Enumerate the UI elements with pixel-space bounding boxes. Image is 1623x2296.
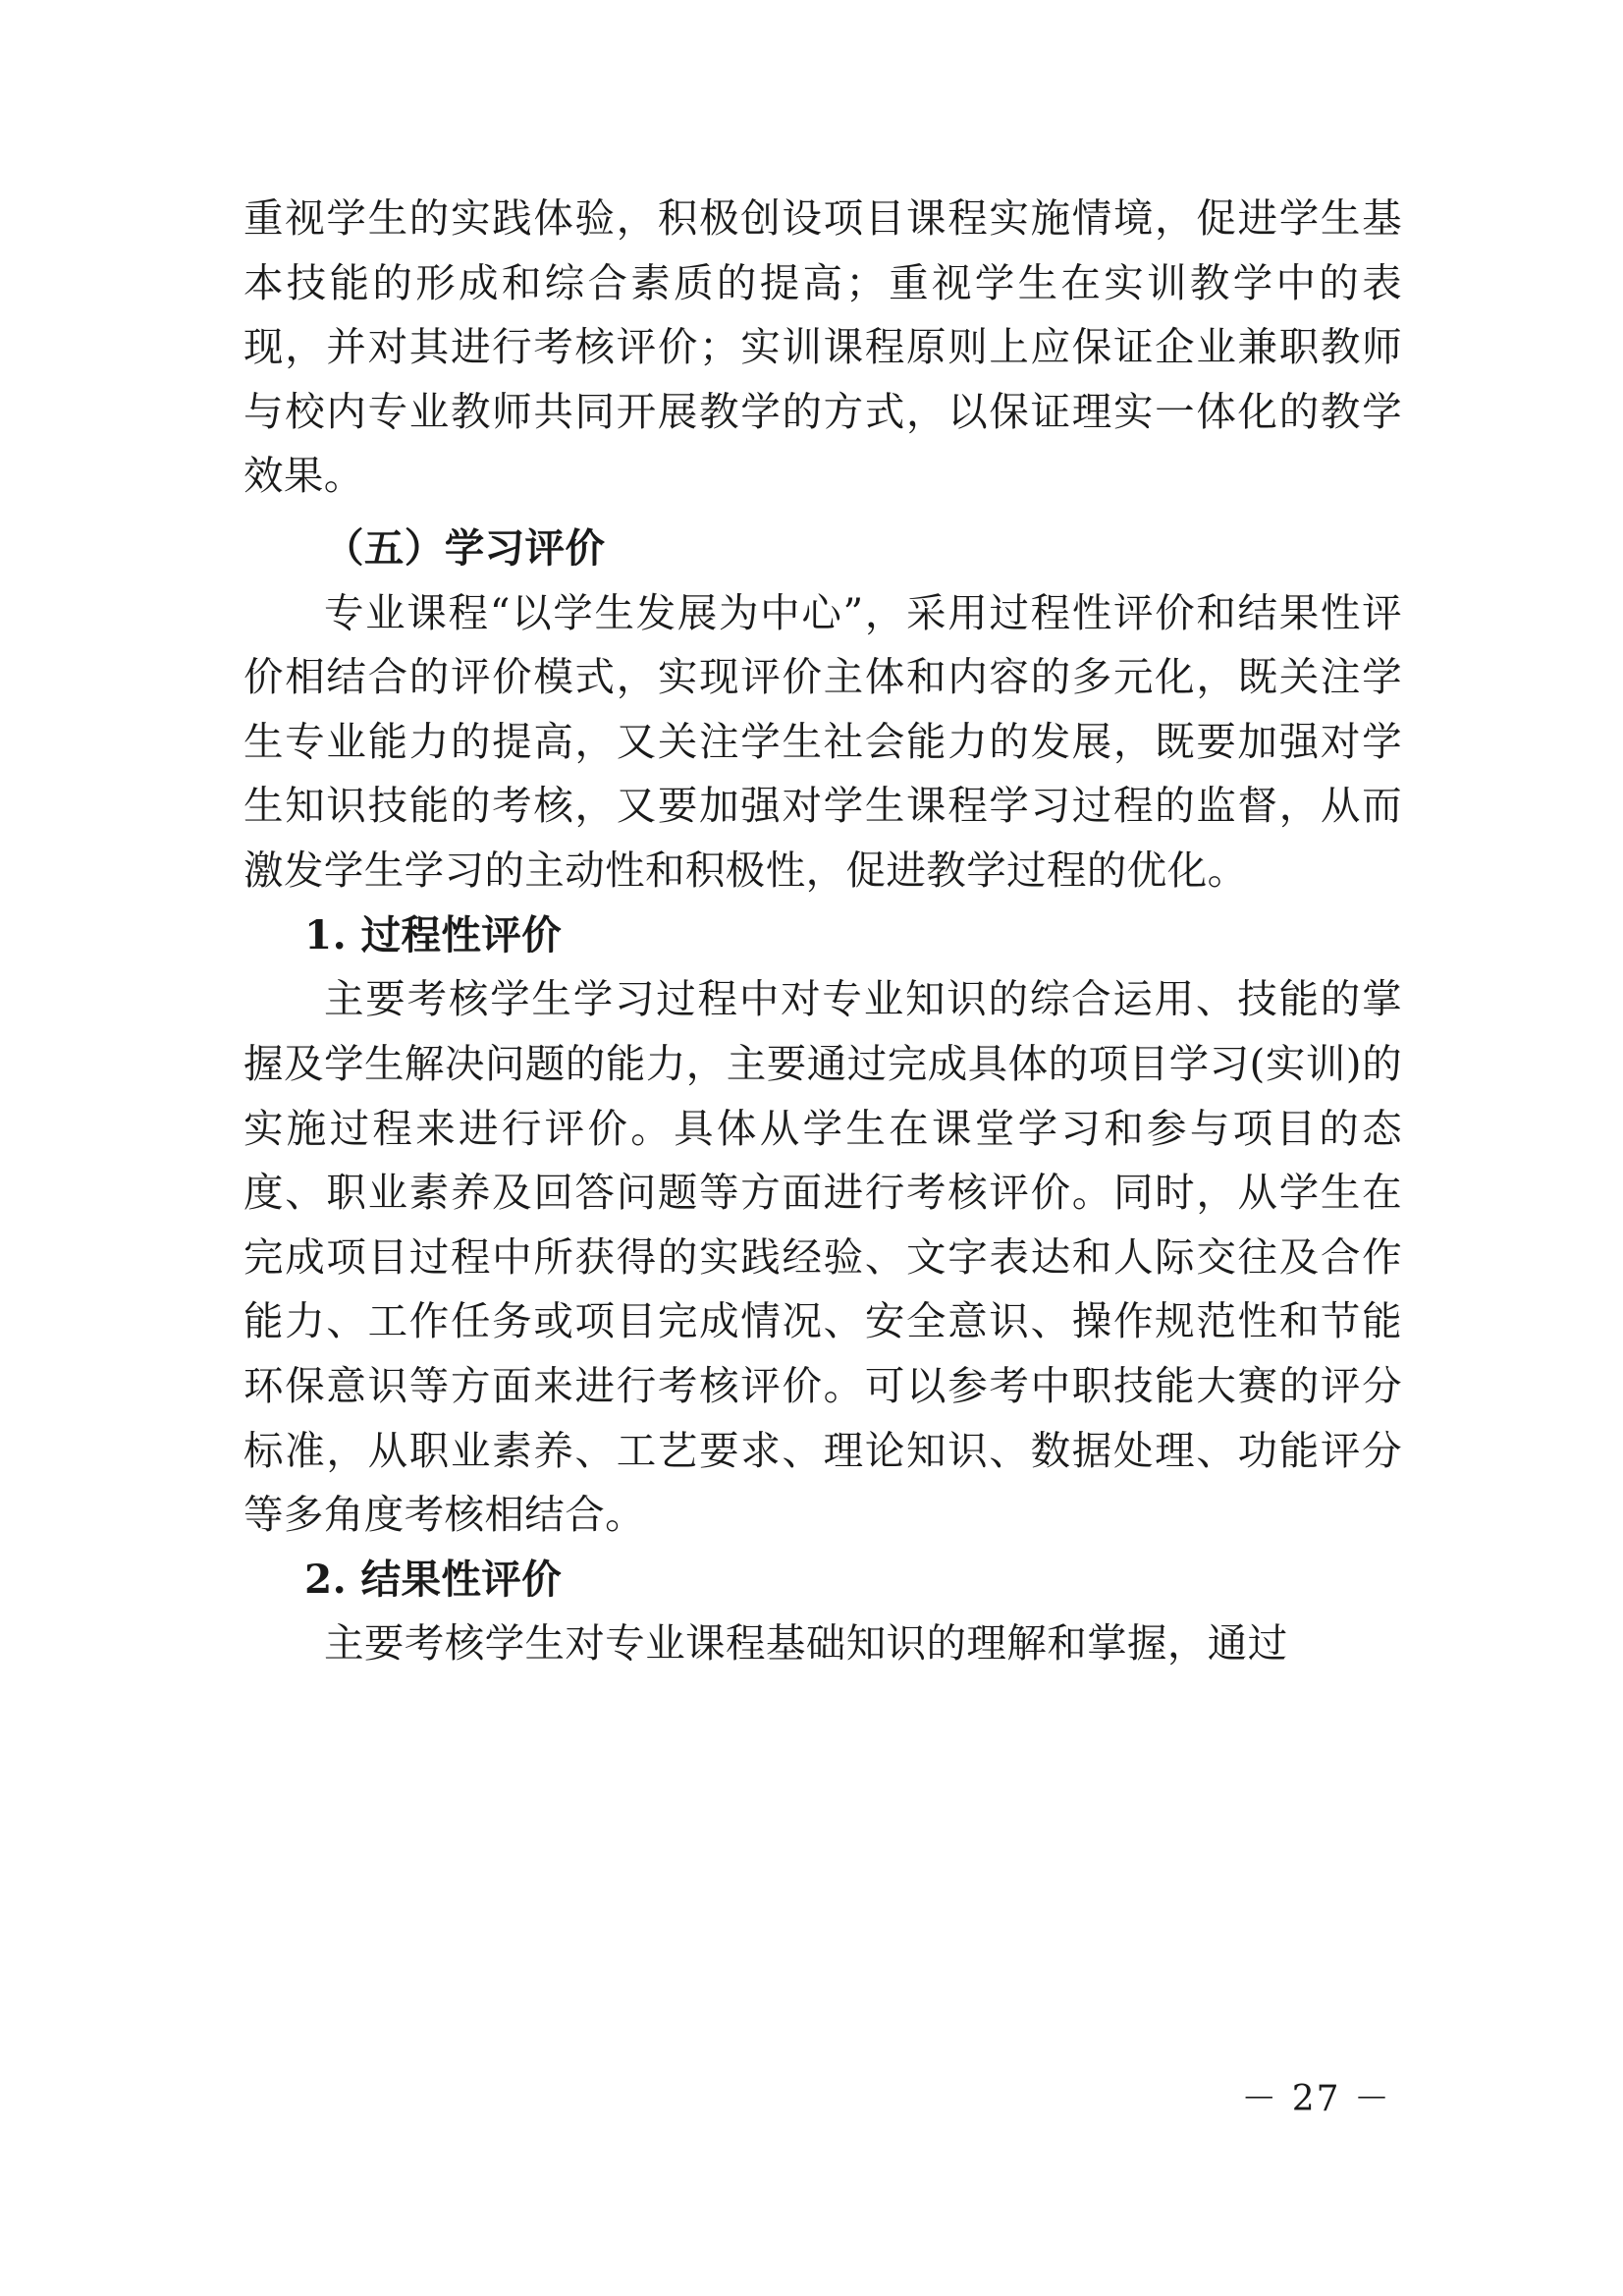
page-number: － 27 － [1241,2079,1391,2119]
paragraph-evaluation-model: 专业课程“以学生发展为中心”，采用过程性评价和结果性评价相结合的评价模式，实现评价主体和内容的多元化，既关注学生专业能力的提高，又关注学生社会能力的发展，既要加强对学生知识技能的考核，又要加强对学生课程学习过程的监督，从而激发学生学习的主动性和积极性，促进教学过程的优化。 [243,588,1402,895]
heading-result-evaluation: 2. 结果性评价 [304,1555,563,1603]
heading-process-evaluation: 1. 过程性评价 [304,910,563,958]
paragraph-result-evaluation: 主要考核学生对专业课程基础知识的理解和掌握，通过 [324,1619,1288,1667]
paragraph-process-evaluation: 主要考核学生学习过程中对专业知识的综合运用、技能的掌握及学生解决问题的能力，主要通过完成具体的项目学习(实训)的实施过程来进行评价。具体从学生在课堂学习和参与项目的态度、职业素养及回答问题等方面进行考核评价。同时，从学生在完成项目过程中所获得的实践经验、文字表达和人际交往及合作能力、工作任务或项目完成情况、安全意识、操作规范性和节能环保意识等方面来进行考核评价。可以参考中职技能大赛的评分标准，从职业素养、工艺要求、理论知识、数据处理、功能评分等多角度考核相结合。 [243,975,1402,1539]
document-body [243,187,1402,1676]
paragraph-practice-experience: 重视学生的实践体验，积极创设项目课程实施情境，促进学生基本技能的形成和综合素质的提高；重视学生在实训教学中的表现，并对其进行考核评价；实训课程原则上应保证企业兼职教师与校内专业教师共同开展教学的方式，以保证理实一体化的教学效果。 [243,194,1402,500]
heading-learning-evaluation: （五）学习评价 [324,524,606,573]
